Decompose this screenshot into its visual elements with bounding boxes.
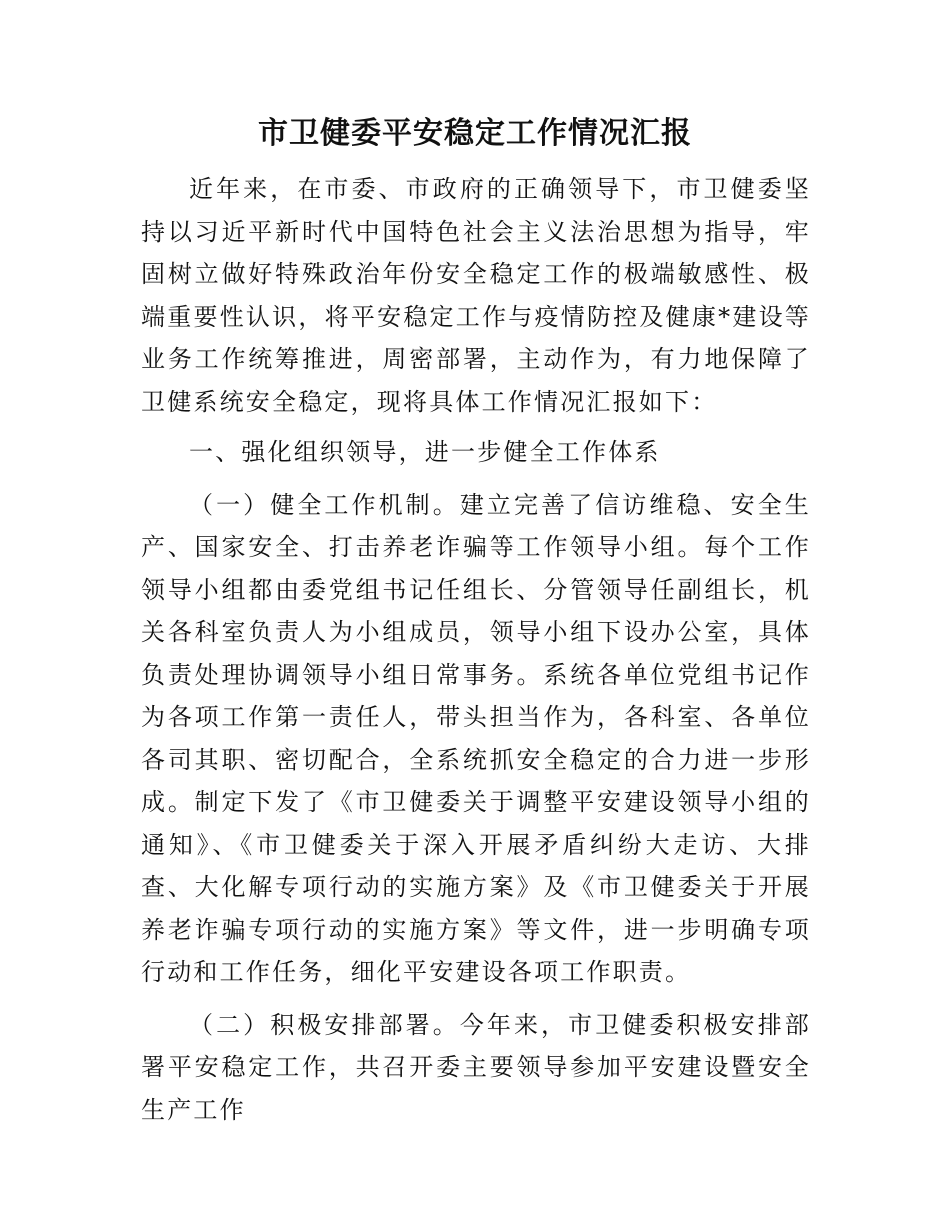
section-heading-1: 一、强化组织领导，进一步健全工作体系 [189,438,661,466]
document-title: 市卫健委平安稳定工作情况汇报 [258,116,692,151]
subsection-paragraph-1: （一）健全工作机制。建立完善了信访维稳、安全生产、国家安全、打击养老诈骗等工作领导小组。每个工作领导小组都由委党组书记任组长、分管领导任副组长，机关各科室负责人为小组成员，领导小组下设办公室，具体负责处理协调领导小组日常事务。系统各单位党组书记作为各项工作第一责任人，带头担当作为，各科室、各单位各司其职、密切配合，全系统抓安全稳定的合力进一步形成。制定下发了《市卫健委关于调整平安建设领导小组的通知》、《市卫健委关于深入开展矛盾纠纷大走访、大排查、大化解专项行动的实施方案》及《市卫健委关于开展养老诈骗专项行动的实施方案》等文件，进一步明确专项行动和工作任务，细化平安建设各项工作职责。 [141,490,811,986]
intro-paragraph: 近年来，在市委、市政府的正确领导下，市卫健委坚持以习近平新时代中国特色社会主义法治思想为指导，牢固树立做好特殊政治年份安全稳定工作的极端敏感性、极端重要性认识，将平安稳定工作与疫情防控及健康*建设等业务工作统筹推进，周密部署，主动作为，有力地保障了卫健系统安全稳定，现将具体工作情况汇报如下： [141,175,811,416]
subsection-paragraph-2: （二）积极安排部署。今年来，市卫健委积极安排部署平安稳定工作，共召开委主要领导参加平安建设暨安全生产工作 [141,1010,811,1124]
document-body [141,168,811,1131]
